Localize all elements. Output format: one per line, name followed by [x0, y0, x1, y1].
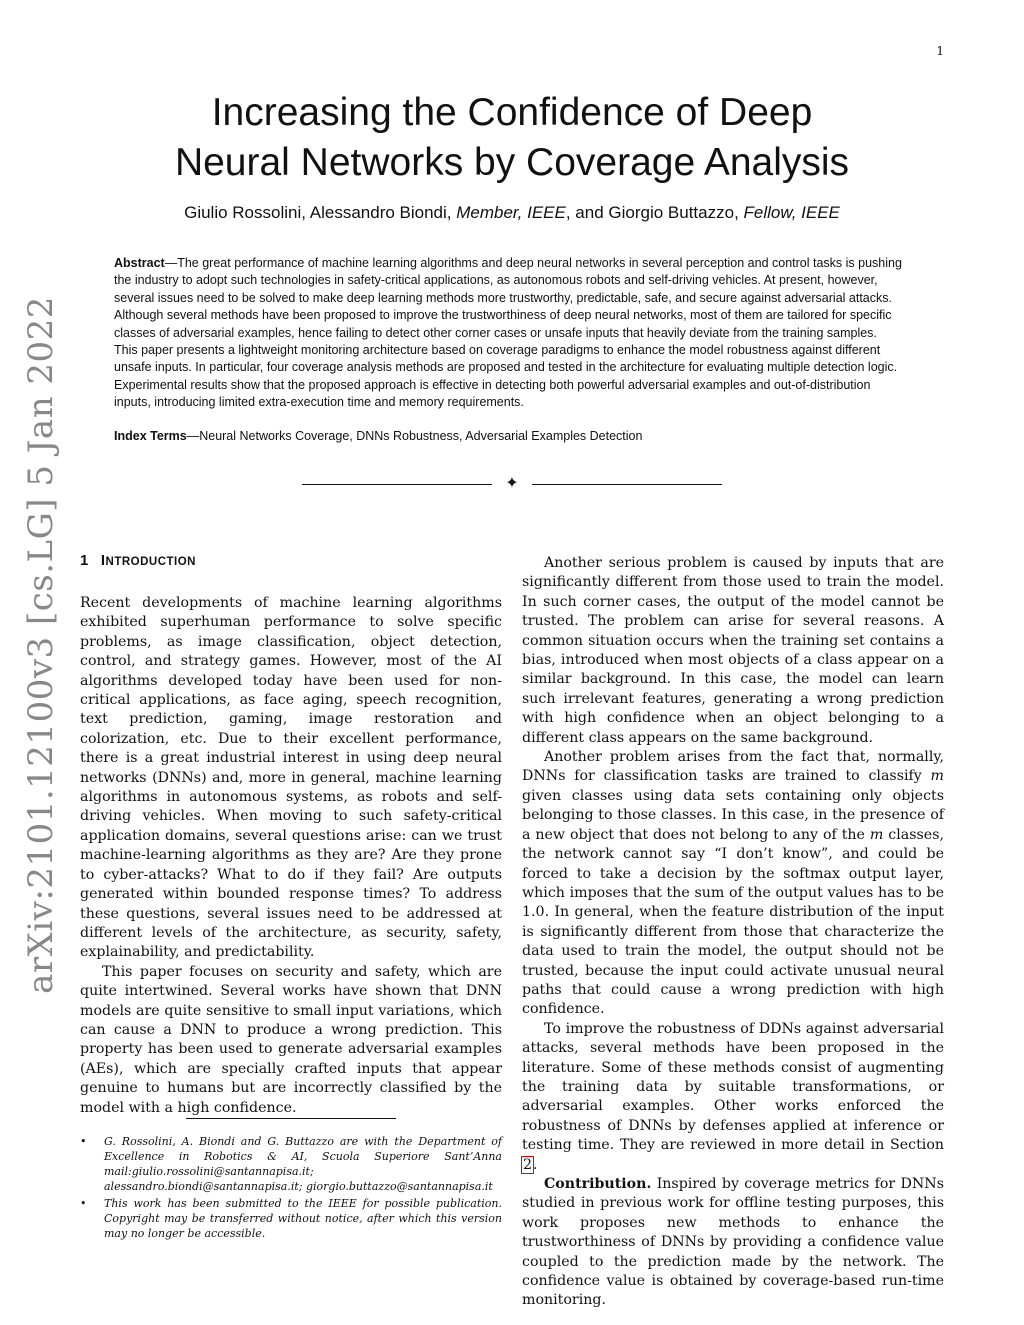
- right-paragraph-4: [522, 1175, 944, 1311]
- section-title-rest: NTRODUCTION: [105, 556, 196, 568]
- bullet-icon: •: [80, 1197, 87, 1210]
- title-line-1: Increasing the Confidence of Deep: [211, 91, 813, 134]
- section-title-initial: I: [100, 552, 106, 569]
- footnote-text: G. Rossolini, A. Biondi and G. Buttazzo are with the Department of Excellence in Robotics & AI, Scuola Superiore Sant’Anna mail:giulio.rossolini@santannapisa.it; alessandro.biondi@santannapisa.it; giorgio.buttazzo@santannapisa.it: [104, 1135, 502, 1193]
- authors-part-2: , and Giorgio Buttazzo,: [565, 203, 744, 222]
- diamond-icon: ✦: [505, 475, 519, 492]
- p2-text-b: given classes using data sets containing only objects belonging to those classes. In this case, in the presence of a new object that does not belong to any of the: [522, 787, 944, 843]
- paper-title: [150, 88, 874, 188]
- abstract-text-1: —The great performance of machine learning algorithms and deep neural networks in several perception and control tasks is pushing the industry to adopt such technologies in safety-critical applications, as autonomous robots and self-driving vehicles. At present, however, several issues need to be solved to make deep learning methods more trustworthy, predictable, safe, and secure against adversarial attacks. Although several methods have been proposed to improve the trustworthiness of deep neural networks, most of them are tailored for specific classes of adversarial examples, hence failing to detect other corner cases or unsafe inputs that heavily deviate from the training samples.: [114, 256, 902, 340]
- right-paragraph-2: [522, 748, 944, 1020]
- p2-text-a: Another problem arises from the fact that, normally, DNNs for classification tasks are trained to classify: [522, 749, 944, 785]
- left-body-text: [80, 594, 502, 1118]
- authors-part-1: Giulio Rossolini, Alessandro Biondi,: [184, 203, 457, 222]
- abstract-text-2: This paper presents a lightweight monitoring architecture based on coverage paradigms to enhance the model robustness against different unsafe inputs. In particular, four coverage analysis methods are proposed and tested in the architecture for evaluating multiple detection logic. Experimental results show that the proposed approach is effective in detecting both powerful adversarial examples and out-of-distribution inputs, introducing limited extra-execution time and memory requirements.: [114, 343, 898, 410]
- page-number: 1: [936, 44, 944, 58]
- abstract-block: [114, 255, 910, 445]
- footnotes: [80, 1134, 502, 1243]
- right-column: [522, 554, 944, 1311]
- footnote-affiliation: [80, 1134, 502, 1194]
- author-role-member: Member, IEEE: [456, 203, 566, 222]
- bullet-icon: •: [80, 1135, 87, 1148]
- author-role-fellow: Fellow, IEEE: [743, 203, 840, 222]
- intro-paragraph-2: This paper focuses on security and safety, which are quite intertwined. Several works have shown that DNN models are quite sensitive to small input variations, which can cause a DNN to produce a wrong prediction. This property has been used to generate adversarial examples (AEs), which are specially crafted inputs that appear genuine to humans but are incorrectly classified by the model with a high confidence.: [80, 963, 502, 1116]
- contribution-text: Inspired by coverage metrics for DNNs studied in previous work for offline testing purposes, this work proposes new methods to enhance the trustworthiness of DNNs by providing a confidence value coupled to the prediction made by the network. The confidence value is obtained by coverage-based run-time monitoring.: [522, 1176, 944, 1309]
- separator-line-left: [302, 484, 492, 485]
- footnote-copyright: [80, 1196, 502, 1241]
- index-terms: [114, 428, 910, 445]
- right-paragraph-1: Another serious problem is caused by inputs that are significantly different from those used to train the model. In such corner cases, the output of the model cannot be trusted. The problem can arise for several reasons. A common situation occurs when the training set contains a bias, introduced when most objects of a class appear on a similar background. In this case, the model can learn such irrelevant features, generating a wrong prediction with high confidence when an object belonging to a different class appears on the same background.: [522, 555, 944, 746]
- right-paragraph-3: [522, 1020, 944, 1175]
- index-terms-label: Index Terms: [114, 428, 187, 443]
- separator-line-right: [532, 484, 722, 485]
- abstract-label: Abstract: [114, 256, 165, 270]
- left-column: [80, 552, 502, 1118]
- math-m-2: m: [869, 826, 884, 843]
- section-2-link[interactable]: 2: [523, 1156, 533, 1173]
- p2-text-c: classes, the network cannot say “I don’t know”, and could be forced to take a decision by the softmax output layer, which imposes that the sum of the output values has to be 1.0. In general, when the feature distribution of the input is significantly different from those that characterize the data used to train the model, the output should not be trusted, because the input could activate unusual neural paths that could cause a wrong prediction with high confidence.: [522, 826, 944, 1018]
- section-heading-introduction: [80, 552, 502, 569]
- contribution-label: Contribution.: [544, 1176, 652, 1192]
- footnote-rule: [186, 1118, 396, 1119]
- author-list: [100, 203, 924, 223]
- abstract-paragraph-1: [114, 255, 910, 342]
- footnote-text: This work has been submitted to the IEEE for possible publication. Copyright may be transferred without notice, after which this version may no longer be accessible.: [104, 1197, 502, 1240]
- index-terms-text: —Neural Networks Coverage, DNNs Robustness, Adversarial Examples Detection: [186, 428, 643, 443]
- title-line-2: Neural Networks by Coverage Analysis: [174, 141, 850, 184]
- math-m-1: m: [930, 768, 944, 785]
- p3-text-a: To improve the robustness of DDNs against adversarial attacks, several methods have been proposed in the literature. Some of these methods consist of augmenting the training data by suitable transformations, or adversarial examples. Other works enforced the robustness of DNNs by defenses applied at inference or testing time. They are reviewed in more detail in Section: [522, 1020, 944, 1154]
- section-number: 1: [80, 552, 89, 569]
- section-separator: [302, 474, 722, 494]
- p3-text-b: .: [533, 1156, 538, 1173]
- intro-paragraph-1: Recent developments of machine learning algorithms exhibited superhuman performance to solve specific problems, as image classification, object detection, control, and strategy games. However, most of the AI algorithms developed today have been used for non-critical applications, as face aging, speech recognition, text prediction, gaming, image restoration and colorization, etc. Due to their excellent performance, there is a great industrial interest in using deep neural networks (DNNs) and, more in general, machine learning algorithms in autonomous systems, as robots and self-driving vehicles. When moving to such safety-critical application domains, several questions arise: can we trust machine-learning algorithms as they are? Are they prone to cyber-attacks? What to do if they fail? Are outputs generated within bounded response times? To address these questions, several issues need to be addressed at different levels of the architecture, as security, safety, explainability, and predictability.: [80, 595, 502, 961]
- abstract-paragraph-2: [114, 342, 910, 412]
- arxiv-identifier[interactable]: arXiv:2101.12100v3 [cs.LG] 5 Jan 2022: [21, 296, 61, 994]
